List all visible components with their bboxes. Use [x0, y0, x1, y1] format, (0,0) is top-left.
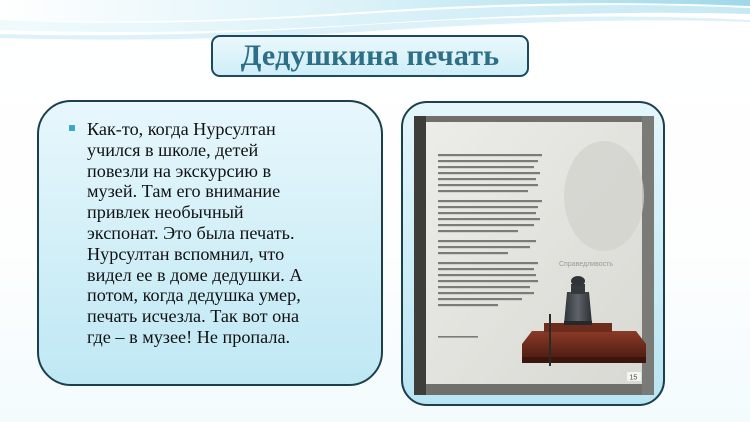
body-line: потом, когда дедушка умер, — [87, 285, 301, 306]
body-line: видел ее в доме дедушки. А — [87, 264, 303, 285]
museum-photo — [414, 116, 654, 395]
slide-title: Дедушкина печать — [240, 39, 500, 72]
body-line: повезли на экскурсию в — [87, 160, 272, 181]
text-panel — [37, 100, 383, 386]
photo-illustration — [414, 116, 654, 395]
photo-panel — [401, 101, 665, 406]
photo-caption-word: Справедливость — [559, 261, 613, 268]
photo-page-number: 15 — [629, 374, 638, 382]
title-box — [211, 35, 529, 77]
body-line: Как-то, когда Нурсултан — [87, 119, 276, 139]
body-line: где – в музее! Не пропала. — [87, 326, 291, 347]
body-line: привлек необычный — [87, 202, 244, 223]
body-line: учился в школе, детей — [87, 139, 259, 160]
body-line: музей. Там его внимание — [87, 181, 281, 202]
body-line: печать исчезла. Так вот она — [87, 306, 300, 327]
body-line: экспонат. Это была печать. — [87, 222, 295, 243]
body-line: Нурсултан вспомнил, что — [87, 243, 285, 264]
body-text — [87, 119, 379, 348]
bullet-icon — [69, 125, 75, 131]
